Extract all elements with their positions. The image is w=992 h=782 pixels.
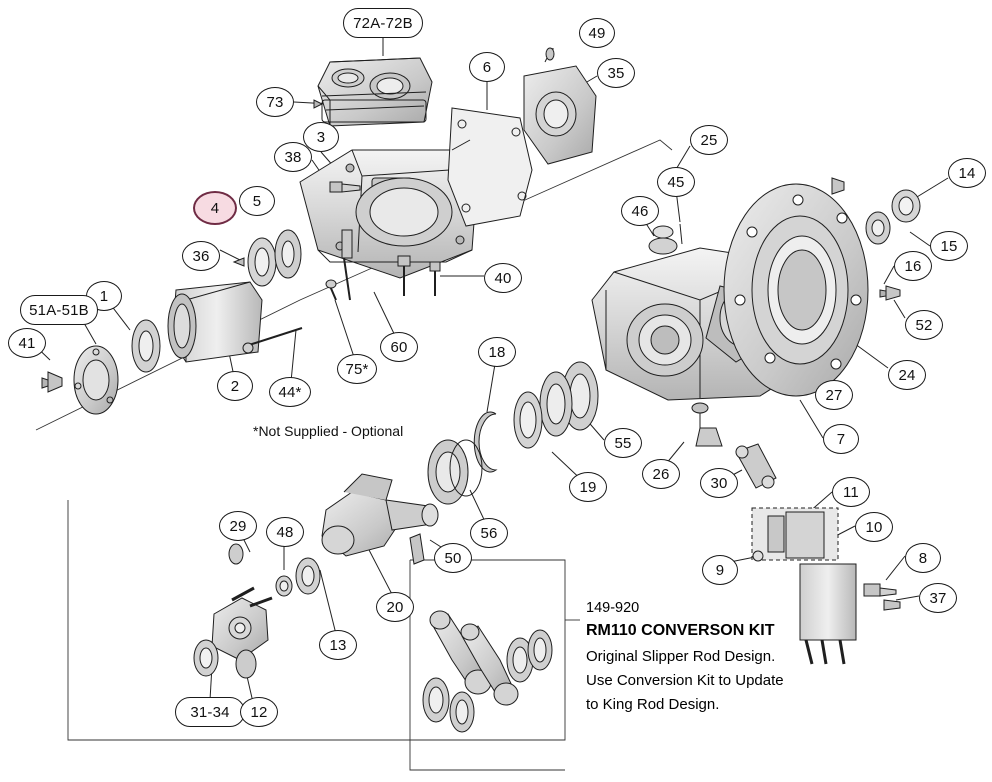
callout-11[interactable] (832, 477, 870, 507)
callout-15[interactable] (930, 231, 968, 261)
callout-label: 35 (607, 64, 625, 82)
callout-label: 19 (579, 478, 597, 496)
kit-line-3: to King Rod Design. (586, 696, 720, 713)
callout-label: 24 (898, 366, 916, 384)
callout-25[interactable] (690, 125, 728, 155)
callout-label: 5 (252, 192, 262, 210)
callout-36[interactable] (182, 241, 220, 271)
callout-label: 46 (631, 202, 649, 220)
callout-label: 49 (588, 24, 606, 42)
callout-label: 1 (99, 287, 109, 305)
callout-6[interactable] (469, 52, 505, 82)
callout-30[interactable] (700, 468, 738, 498)
callout-14[interactable] (948, 158, 986, 188)
callout-label: 31-34 (190, 703, 230, 721)
callout-label: 25 (700, 131, 718, 149)
callout-20[interactable] (376, 592, 414, 622)
callout-label: 9 (715, 561, 725, 579)
callout-label: 73 (266, 93, 284, 111)
callout-label: 30 (710, 474, 728, 492)
callout-label: 11 (843, 483, 859, 501)
callout-label: 75* (345, 360, 369, 378)
callout-label: 55 (614, 434, 632, 452)
callout-5[interactable] (239, 186, 275, 216)
callout-9[interactable] (702, 555, 738, 585)
callout-label: 8 (918, 549, 928, 567)
kit-part-number: 149-920 (586, 600, 640, 616)
callout-38[interactable] (274, 142, 312, 172)
callout-label: 37 (929, 589, 947, 607)
callout-label: 15 (940, 237, 958, 255)
callout-13[interactable] (319, 630, 357, 660)
callout-label: 50 (444, 549, 462, 567)
callout-49[interactable] (579, 18, 615, 48)
callout-label: 40 (494, 269, 512, 287)
callout-4[interactable] (193, 191, 237, 225)
callout-75[interactable] (337, 354, 377, 384)
callout-55[interactable] (604, 428, 642, 458)
callout-label: 36 (192, 247, 210, 265)
callout-19[interactable] (569, 472, 607, 502)
callout-16[interactable] (894, 251, 932, 281)
callout-label: 13 (329, 636, 347, 654)
callout-27[interactable] (815, 380, 853, 410)
callout-48[interactable] (266, 517, 304, 547)
callout-51a-51b[interactable] (20, 295, 98, 325)
callout-41[interactable] (8, 328, 46, 358)
callout-label: 27 (825, 386, 843, 404)
callout-label: 3 (316, 128, 326, 146)
callout-label: 48 (276, 523, 294, 541)
callout-label: 4 (210, 199, 220, 217)
callout-label: 10 (865, 518, 883, 536)
callout-44[interactable] (269, 377, 311, 407)
callout-label: 29 (229, 517, 247, 535)
callout-label: 41 (18, 334, 36, 352)
callout-52[interactable] (905, 310, 943, 340)
callout-label: 51A-51B (29, 301, 89, 319)
callout-18[interactable] (478, 337, 516, 367)
callout-37[interactable] (919, 583, 957, 613)
kit-title: RM110 CONVERSON KIT (586, 622, 775, 639)
callout-60[interactable] (380, 332, 418, 362)
callout-45[interactable] (657, 167, 695, 197)
callout-label: 12 (250, 703, 268, 721)
callout-7[interactable] (823, 424, 859, 454)
callout-12[interactable] (240, 697, 278, 727)
callout-label: 38 (284, 148, 302, 166)
callout-label: 16 (904, 257, 922, 275)
kit-line-1: Original Slipper Rod Design. (586, 648, 776, 665)
callout-31-34[interactable] (175, 697, 245, 727)
callout-label: 45 (667, 173, 685, 191)
callout-8[interactable] (905, 543, 941, 573)
optional-note: *Not Supplied - Optional (253, 423, 404, 439)
callout-label: 6 (482, 58, 492, 76)
callout-label: 44* (278, 383, 302, 401)
callout-40[interactable] (484, 263, 522, 293)
callout-label: 72A-72B (353, 14, 413, 32)
callout-26[interactable] (642, 459, 680, 489)
callout-label: 60 (390, 338, 408, 356)
callout-label: 52 (915, 316, 933, 334)
callout-label: 14 (958, 164, 976, 182)
callout-label: 56 (480, 524, 498, 542)
callout-2[interactable] (217, 371, 253, 401)
callout-72a-72b[interactable] (343, 8, 423, 38)
callout-10[interactable] (855, 512, 893, 542)
callout-46[interactable] (621, 196, 659, 226)
callout-label: 26 (652, 465, 670, 483)
callout-73[interactable] (256, 87, 294, 117)
callout-29[interactable] (219, 511, 257, 541)
kit-line-2: Use Conversion Kit to Update (586, 672, 784, 689)
callout-35[interactable] (597, 58, 635, 88)
callout-label: 20 (386, 598, 404, 616)
callout-50[interactable] (434, 543, 472, 573)
callout-label: 18 (488, 343, 506, 361)
callout-56[interactable] (470, 518, 508, 548)
callout-label: 7 (836, 430, 846, 448)
callout-label: 2 (230, 377, 240, 395)
callout-24[interactable] (888, 360, 926, 390)
